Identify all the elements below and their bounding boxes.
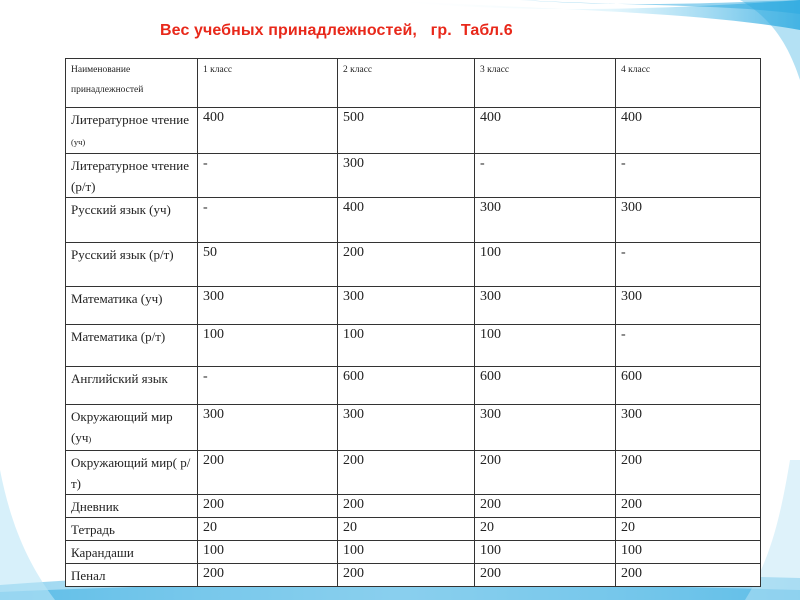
value-cell: 200 bbox=[338, 495, 475, 518]
column-header-grade-2: 2 класс bbox=[338, 59, 475, 108]
value-cell: 200 bbox=[616, 451, 761, 495]
row-name-cell: Русский язык (р/т) bbox=[66, 243, 198, 287]
value-cell: - bbox=[616, 154, 761, 198]
supplies-weight-table bbox=[65, 58, 761, 587]
value-cell: 300 bbox=[475, 405, 616, 451]
column-header-grade-1: 1 класс bbox=[198, 59, 338, 108]
value-cell: 300 bbox=[198, 287, 338, 325]
column-header-grade-3: 3 класс bbox=[475, 59, 616, 108]
column-header-name: Наименование принадлежностей bbox=[66, 59, 198, 108]
table-row bbox=[66, 287, 761, 325]
value-cell: 300 bbox=[338, 287, 475, 325]
value-cell: 300 bbox=[616, 405, 761, 451]
row-name-cell: Математика (р/т) bbox=[66, 325, 198, 367]
table-row bbox=[66, 451, 761, 495]
value-cell: 200 bbox=[338, 564, 475, 587]
value-cell: 200 bbox=[198, 564, 338, 587]
value-cell: 100 bbox=[475, 325, 616, 367]
value-cell: 20 bbox=[198, 518, 338, 541]
column-header-grade-4: 4 класс bbox=[616, 59, 761, 108]
table-row bbox=[66, 518, 761, 541]
value-cell: 100 bbox=[338, 541, 475, 564]
value-cell: - bbox=[198, 198, 338, 243]
value-cell: 200 bbox=[475, 564, 616, 587]
row-name-suffix: (уч) bbox=[71, 137, 86, 147]
value-cell: 200 bbox=[616, 495, 761, 518]
value-cell: 100 bbox=[338, 325, 475, 367]
value-cell: 400 bbox=[198, 108, 338, 154]
row-name-cell: Карандаши bbox=[66, 541, 198, 564]
table-row bbox=[66, 325, 761, 367]
value-cell: - bbox=[198, 367, 338, 405]
row-name: Окружающий мир (уч bbox=[71, 409, 173, 445]
table-row bbox=[66, 564, 761, 587]
value-cell: 300 bbox=[475, 198, 616, 243]
value-cell: 600 bbox=[616, 367, 761, 405]
value-cell: 400 bbox=[616, 108, 761, 154]
table-row bbox=[66, 495, 761, 518]
value-cell: 300 bbox=[338, 405, 475, 451]
value-cell: 200 bbox=[475, 495, 616, 518]
value-cell: 300 bbox=[616, 287, 761, 325]
value-cell: 500 bbox=[338, 108, 475, 154]
row-name-cell bbox=[66, 108, 198, 154]
row-name-cell: Русский язык (уч) bbox=[66, 198, 198, 243]
value-cell: - bbox=[475, 154, 616, 198]
row-name-cell: Дневник bbox=[66, 495, 198, 518]
value-cell: 600 bbox=[338, 367, 475, 405]
value-cell: 600 bbox=[475, 367, 616, 405]
row-name-suffix: ) bbox=[88, 434, 92, 444]
row-name: Литературное чтение bbox=[71, 112, 189, 127]
value-cell: 100 bbox=[475, 541, 616, 564]
value-cell: 200 bbox=[475, 451, 616, 495]
row-name-cell: Литературное чтение (р/т) bbox=[66, 154, 198, 198]
row-name-cell: Английский язык bbox=[66, 367, 198, 405]
slide-title: Вес учебных принадлежностей, гр. Табл.6 bbox=[160, 22, 513, 39]
value-cell: 300 bbox=[198, 405, 338, 451]
value-cell: 100 bbox=[198, 325, 338, 367]
row-name-cell bbox=[66, 405, 198, 451]
value-cell: 300 bbox=[616, 198, 761, 243]
table-header-row bbox=[66, 59, 761, 108]
value-cell: - bbox=[198, 154, 338, 198]
value-cell: 100 bbox=[475, 243, 616, 287]
value-cell: 200 bbox=[616, 564, 761, 587]
table-row bbox=[66, 108, 761, 154]
value-cell: 20 bbox=[475, 518, 616, 541]
value-cell: 300 bbox=[475, 287, 616, 325]
row-name-cell: Тетрадь bbox=[66, 518, 198, 541]
table-row bbox=[66, 154, 761, 198]
value-cell: 200 bbox=[338, 243, 475, 287]
table-row bbox=[66, 405, 761, 451]
value-cell: - bbox=[616, 243, 761, 287]
value-cell: 300 bbox=[338, 154, 475, 198]
table-row bbox=[66, 243, 761, 287]
value-cell: 200 bbox=[198, 495, 338, 518]
value-cell: 100 bbox=[198, 541, 338, 564]
value-cell: - bbox=[616, 325, 761, 367]
table-row bbox=[66, 198, 761, 243]
row-name-cell: Пенал bbox=[66, 564, 198, 587]
value-cell: 200 bbox=[338, 451, 475, 495]
value-cell: 200 bbox=[198, 451, 338, 495]
value-cell: 50 bbox=[198, 243, 338, 287]
table-row bbox=[66, 367, 761, 405]
value-cell: 400 bbox=[338, 198, 475, 243]
row-name-cell: Математика (уч) bbox=[66, 287, 198, 325]
row-name-cell: Окружающий мир( р/т) bbox=[66, 451, 198, 495]
value-cell: 20 bbox=[616, 518, 761, 541]
table-row bbox=[66, 541, 761, 564]
value-cell: 20 bbox=[338, 518, 475, 541]
value-cell: 100 bbox=[616, 541, 761, 564]
value-cell: 400 bbox=[475, 108, 616, 154]
